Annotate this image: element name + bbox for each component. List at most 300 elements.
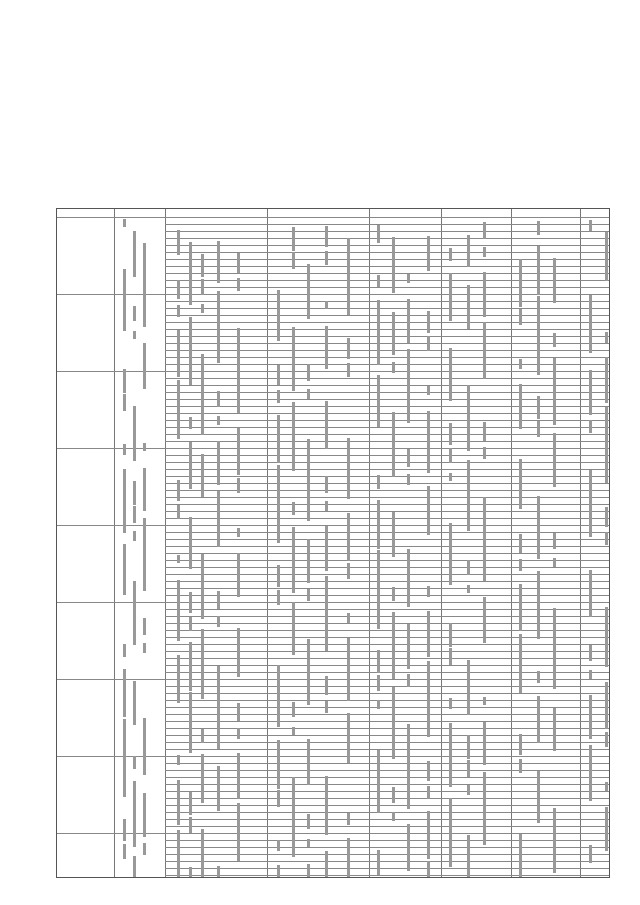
table-cell-mark xyxy=(143,243,146,291)
table-cell-mark xyxy=(449,423,452,445)
table-cell-mark xyxy=(325,301,328,309)
table-cell-mark xyxy=(143,368,146,389)
table-cell-mark xyxy=(133,781,136,829)
table-cell-mark xyxy=(519,534,522,553)
table-cell-mark xyxy=(143,643,146,653)
table-cell-mark xyxy=(201,829,204,865)
table-row-line xyxy=(165,616,609,617)
table-cell-mark xyxy=(449,623,452,647)
table-cell-mark xyxy=(519,559,522,571)
table-cell-mark xyxy=(483,722,486,765)
table-cell-mark xyxy=(427,786,430,799)
table-cell-mark xyxy=(143,618,146,635)
table-cell-mark xyxy=(519,459,522,491)
table-cell-mark xyxy=(307,739,310,767)
table-row-line xyxy=(165,476,609,477)
table-row-line xyxy=(57,525,609,526)
table-cell-mark xyxy=(377,300,380,347)
table-cell-mark xyxy=(307,439,310,485)
table-cell-mark xyxy=(217,666,220,713)
table-cell-mark xyxy=(537,571,540,603)
table-cell-mark xyxy=(377,750,380,795)
table-row-line xyxy=(165,308,609,309)
table-cell-mark xyxy=(325,401,328,431)
table-cell-mark xyxy=(123,394,126,411)
table-row-line xyxy=(165,861,609,862)
table-cell-mark xyxy=(553,808,556,855)
table-row-line xyxy=(165,637,609,638)
table-row-line xyxy=(165,329,609,330)
table-cell-mark xyxy=(201,304,204,313)
table-row-line xyxy=(57,679,609,680)
table-cell-mark xyxy=(143,343,146,371)
table-cell-mark xyxy=(189,317,192,349)
table-row-line xyxy=(165,868,609,869)
table-row-line xyxy=(165,658,609,659)
table-cell-mark xyxy=(407,349,410,387)
table-cell-mark xyxy=(237,528,240,537)
table-cell-mark xyxy=(307,589,310,601)
table-row-line xyxy=(165,707,609,708)
table-cell-mark xyxy=(325,701,328,713)
table-cell-mark xyxy=(407,674,410,687)
table-cell-mark xyxy=(307,264,310,301)
table-row-line xyxy=(165,665,609,666)
table-row-line xyxy=(57,833,609,834)
table-row-line xyxy=(165,721,609,722)
table-cell-mark xyxy=(589,670,592,679)
table-cell-mark xyxy=(307,364,310,381)
table-cell-mark xyxy=(467,385,470,433)
table-cell-mark xyxy=(519,834,522,877)
table-row-line xyxy=(165,441,609,442)
table-cell-mark xyxy=(325,501,328,511)
table-cell-mark xyxy=(189,867,192,877)
table-cell-mark xyxy=(237,728,240,739)
table-row-line xyxy=(165,378,609,379)
table-row-line xyxy=(57,371,609,372)
table-row-line xyxy=(165,581,609,582)
table-cell-mark xyxy=(407,549,410,589)
table-cell-mark xyxy=(467,460,470,495)
table-cell-mark xyxy=(483,697,486,705)
table-cell-mark xyxy=(325,851,328,878)
table-cell-mark xyxy=(177,655,180,685)
table-cell-mark xyxy=(201,454,204,479)
table-cell-mark xyxy=(605,232,608,263)
table-cell-mark xyxy=(347,238,350,279)
table-cell-mark xyxy=(483,772,486,809)
table-cell-mark xyxy=(143,518,146,555)
table-cell-mark xyxy=(392,612,395,661)
table-cell-mark xyxy=(483,322,486,361)
table-cell-mark xyxy=(589,845,592,863)
table-row-line xyxy=(165,469,609,470)
table-cell-mark xyxy=(237,428,240,457)
table-cell-mark xyxy=(177,580,180,623)
table-cell-mark xyxy=(392,412,395,459)
table-cell-mark xyxy=(347,713,350,745)
table-row-line xyxy=(165,483,609,484)
table-cell-mark xyxy=(277,415,280,463)
table-row-line xyxy=(165,511,609,512)
table-cell-mark xyxy=(292,602,295,637)
table-row-line xyxy=(165,847,609,848)
table-row-line xyxy=(165,434,609,435)
table-row-line xyxy=(165,252,609,253)
table-cell-mark xyxy=(377,375,380,409)
table-row-line xyxy=(57,294,609,295)
table-cell-mark xyxy=(123,444,126,455)
table-cell-mark xyxy=(407,449,410,467)
table-cell-mark xyxy=(217,616,220,627)
table-cell-mark xyxy=(217,491,220,529)
table-cell-mark xyxy=(605,357,608,403)
table-cell-mark xyxy=(277,840,280,851)
table-cell-mark xyxy=(483,272,486,317)
table-cell-mark xyxy=(277,465,280,507)
table-cell-mark xyxy=(133,856,136,878)
table-row-line xyxy=(57,217,609,218)
table-cell-mark xyxy=(427,486,430,517)
table-cell-mark xyxy=(133,681,136,707)
table-cell-mark xyxy=(519,359,522,369)
table-cell-mark xyxy=(589,745,592,783)
table-cell-mark xyxy=(605,332,608,343)
table-cell-mark xyxy=(392,237,395,275)
table-cell-mark xyxy=(307,564,310,583)
table-cell-mark xyxy=(427,586,430,597)
table-cell-mark xyxy=(483,447,486,459)
table-cell-mark xyxy=(483,597,486,625)
table-cell-mark xyxy=(189,592,192,613)
table-row-line xyxy=(165,462,609,463)
table-row-line xyxy=(165,406,609,407)
table-row-line xyxy=(165,399,609,400)
table-row-line xyxy=(165,840,609,841)
table-row-line xyxy=(165,259,609,260)
table-cell-mark xyxy=(189,692,192,735)
table-cell-mark xyxy=(589,570,592,599)
table-cell-mark xyxy=(347,438,350,481)
table-cell-mark xyxy=(519,384,522,429)
table-cell-mark xyxy=(133,706,136,725)
table-cell-mark xyxy=(143,793,146,819)
table-cell-mark xyxy=(589,395,592,415)
table-cell-mark xyxy=(553,258,556,285)
table-cell-mark xyxy=(177,230,180,255)
table-cell-mark xyxy=(217,241,220,283)
table-cell-mark xyxy=(392,787,395,803)
table-cell-mark xyxy=(307,764,310,785)
table-cell-mark xyxy=(217,416,220,425)
table-row-line xyxy=(165,273,609,274)
table-cell-mark xyxy=(483,422,486,441)
table-cell-mark xyxy=(407,474,410,485)
table-cell-mark xyxy=(377,275,380,287)
table-cell-mark xyxy=(177,480,180,501)
table-cell-mark xyxy=(537,396,540,419)
table-cell-mark xyxy=(177,755,180,765)
table-cell-mark xyxy=(133,506,136,523)
table-cell-mark xyxy=(427,336,430,351)
table-cell-mark xyxy=(237,253,240,273)
table-cell-mark xyxy=(537,296,540,339)
table-row-line xyxy=(165,280,609,281)
table-cell-mark xyxy=(133,406,136,443)
table-cell-mark xyxy=(307,389,310,399)
table-row-line xyxy=(165,749,609,750)
table-cell-mark xyxy=(292,527,295,575)
table-cell-mark xyxy=(143,818,146,837)
table-cell-mark xyxy=(347,338,350,359)
table-cell-mark xyxy=(189,242,192,287)
table-cell-mark xyxy=(589,370,592,397)
table-cell-mark xyxy=(133,256,136,277)
table-row-line xyxy=(165,770,609,771)
table-cell-mark xyxy=(292,502,295,515)
table-cell-mark xyxy=(553,708,556,733)
table-row-line xyxy=(165,735,609,736)
table-cell-mark xyxy=(519,309,522,325)
table-cell-mark xyxy=(589,695,592,739)
table-row-line xyxy=(165,245,609,246)
table-row-line xyxy=(165,427,609,428)
table-cell-mark xyxy=(377,500,380,549)
table-cell-mark xyxy=(307,539,310,565)
table-row-line xyxy=(165,686,609,687)
table-cell-mark xyxy=(189,367,192,385)
table-row-line xyxy=(165,630,609,631)
table-cell-mark xyxy=(133,756,136,769)
table-cell-mark xyxy=(467,660,470,697)
table-cell-mark xyxy=(123,644,126,657)
table-cell-mark xyxy=(483,222,486,239)
table-cell-mark xyxy=(427,761,430,781)
table-cell-mark xyxy=(237,753,240,799)
table-row-line xyxy=(165,238,609,239)
table-cell-mark xyxy=(292,402,295,435)
table-cell-mark xyxy=(589,645,592,661)
table-row-line xyxy=(165,343,609,344)
table-cell-mark xyxy=(237,703,240,721)
table-row-line xyxy=(165,798,609,799)
table-cell-mark xyxy=(189,817,192,833)
table-cell-mark xyxy=(449,723,452,769)
table-cell-mark xyxy=(427,236,430,271)
table-cell-mark xyxy=(133,581,136,627)
table-row-line xyxy=(165,574,609,575)
table-cell-mark xyxy=(325,326,328,369)
table-cell-mark xyxy=(189,792,192,815)
table-cell-mark xyxy=(467,835,470,878)
table-cell-mark xyxy=(237,803,240,843)
table-cell-mark xyxy=(449,348,452,383)
table-cell-mark xyxy=(143,718,146,757)
table-cell-mark xyxy=(123,219,126,227)
table-cell-mark xyxy=(277,565,280,587)
table-cell-mark xyxy=(189,642,192,691)
table-cell-mark xyxy=(123,844,126,859)
table-cell-mark xyxy=(201,629,204,663)
table-cell-mark xyxy=(605,407,608,447)
table-cell-mark xyxy=(589,220,592,231)
table-cell-mark xyxy=(467,285,470,311)
table-cell-mark xyxy=(237,328,240,377)
table-cell-mark xyxy=(177,555,180,563)
table-row-line xyxy=(165,854,609,855)
table-row-line xyxy=(165,413,609,414)
table-cell-mark xyxy=(589,295,592,335)
table-cell-mark xyxy=(347,638,350,683)
table-cell-mark xyxy=(449,648,452,665)
table-row-line xyxy=(165,567,609,568)
table-cell-mark xyxy=(377,225,380,243)
table-cell-mark xyxy=(123,669,126,717)
table-cell-mark xyxy=(307,839,310,847)
table-cell-mark xyxy=(537,771,540,805)
table-cell-mark xyxy=(537,421,540,437)
table-cell-mark xyxy=(123,544,126,577)
table-cell-mark xyxy=(537,621,540,639)
table-cell-mark xyxy=(537,221,540,235)
table-cell-mark xyxy=(553,358,556,407)
table-cell-mark xyxy=(427,386,430,395)
table-cell-mark xyxy=(553,733,556,751)
table-cell-mark xyxy=(237,553,240,597)
table-row-line xyxy=(165,609,609,610)
table-cell-mark xyxy=(467,760,470,777)
table-cell-mark xyxy=(467,235,470,267)
table-row-line xyxy=(165,385,609,386)
table-cell-mark xyxy=(217,441,220,485)
table-cell-mark xyxy=(347,613,350,623)
table-row-line xyxy=(165,672,609,673)
table-row-line xyxy=(165,518,609,519)
table-row-line xyxy=(57,602,609,603)
table-cell-mark xyxy=(237,478,240,493)
table-cell-mark xyxy=(292,227,295,251)
table-cell-mark xyxy=(277,390,280,403)
table-cell-mark xyxy=(427,811,430,859)
table-cell-mark xyxy=(537,696,540,743)
table-row-line xyxy=(165,504,609,505)
table-cell-mark xyxy=(133,231,136,259)
table-column-line xyxy=(114,209,115,877)
table-cell-mark xyxy=(519,634,522,675)
table-cell-mark xyxy=(467,560,470,575)
table-cell-mark xyxy=(201,729,204,743)
table-row-line xyxy=(165,532,609,533)
table-cell-mark xyxy=(217,866,220,878)
table-cell-mark xyxy=(177,280,180,299)
table-cell-mark xyxy=(177,830,180,869)
table-cell-mark xyxy=(427,311,430,333)
table-cell-mark xyxy=(307,639,310,687)
table-cell-mark xyxy=(483,622,486,643)
table-cell-mark xyxy=(143,468,146,511)
table-cell-mark xyxy=(377,850,380,875)
table-cell-mark xyxy=(605,532,608,545)
table-cell-mark xyxy=(427,861,430,878)
table-cell-mark xyxy=(377,475,380,489)
table-cell-mark xyxy=(237,278,240,291)
table-cell-mark xyxy=(292,452,295,471)
table-cell-mark xyxy=(143,443,146,451)
table-cell-mark xyxy=(392,312,395,337)
table-cell-mark xyxy=(605,607,608,649)
table-cell-mark xyxy=(347,513,350,543)
table-cell-mark xyxy=(277,740,280,771)
table-cell-mark xyxy=(553,608,556,653)
table-cell-mark xyxy=(277,790,280,807)
table-row-line xyxy=(165,357,609,358)
table-cell-mark xyxy=(377,650,380,673)
table-cell-mark xyxy=(449,698,452,709)
table-row-line xyxy=(165,791,609,792)
table-cell-mark xyxy=(189,417,192,429)
table-cell-mark xyxy=(589,420,592,433)
table-cell-mark xyxy=(201,479,204,497)
table-cell-mark xyxy=(201,254,204,277)
table-row-line xyxy=(165,763,609,764)
table-row-line xyxy=(165,588,609,589)
table-cell-mark xyxy=(307,864,310,878)
table-cell-mark xyxy=(237,628,240,659)
table-cell-mark xyxy=(277,590,280,605)
table-cell-mark xyxy=(605,507,608,527)
table-cell-mark xyxy=(427,661,430,701)
table-cell-mark xyxy=(325,676,328,695)
table-cell-mark xyxy=(467,735,470,759)
table-cell-mark xyxy=(325,251,328,265)
table-cell-mark xyxy=(201,354,204,399)
table-row-line xyxy=(165,455,609,456)
table-cell-mark xyxy=(519,759,522,773)
table-row-line xyxy=(165,700,609,701)
table-cell-mark xyxy=(123,469,126,515)
table-cell-mark xyxy=(483,247,486,257)
table-row-line xyxy=(165,875,609,876)
table-cell-mark xyxy=(292,327,295,373)
table-cell-mark xyxy=(392,337,395,355)
table-cell-mark xyxy=(325,476,328,493)
table-cell-mark xyxy=(277,290,280,323)
table-cell-mark xyxy=(519,734,522,755)
table-cell-mark xyxy=(392,537,395,557)
table-cell-mark xyxy=(605,682,608,711)
table-row-line xyxy=(165,231,609,232)
table-row-line xyxy=(165,805,609,806)
table-cell-mark xyxy=(189,617,192,631)
table-cell-mark xyxy=(377,675,380,691)
table-cell-mark xyxy=(307,814,310,829)
table-cell-mark xyxy=(177,380,180,421)
table-cell-mark xyxy=(325,526,328,571)
table-row-line xyxy=(165,714,609,715)
table-cell-mark xyxy=(347,813,350,825)
table-cell-mark xyxy=(449,248,452,261)
table-cell-mark xyxy=(449,448,452,463)
table-cell-mark xyxy=(449,473,452,481)
table-row-line xyxy=(165,693,609,694)
table-cell-mark xyxy=(553,333,556,347)
table-cell-mark xyxy=(392,587,395,601)
table-cell-mark xyxy=(177,305,180,317)
table-cell-mark xyxy=(347,563,350,579)
table-cell-mark xyxy=(427,611,430,657)
table-row-line xyxy=(165,287,609,288)
